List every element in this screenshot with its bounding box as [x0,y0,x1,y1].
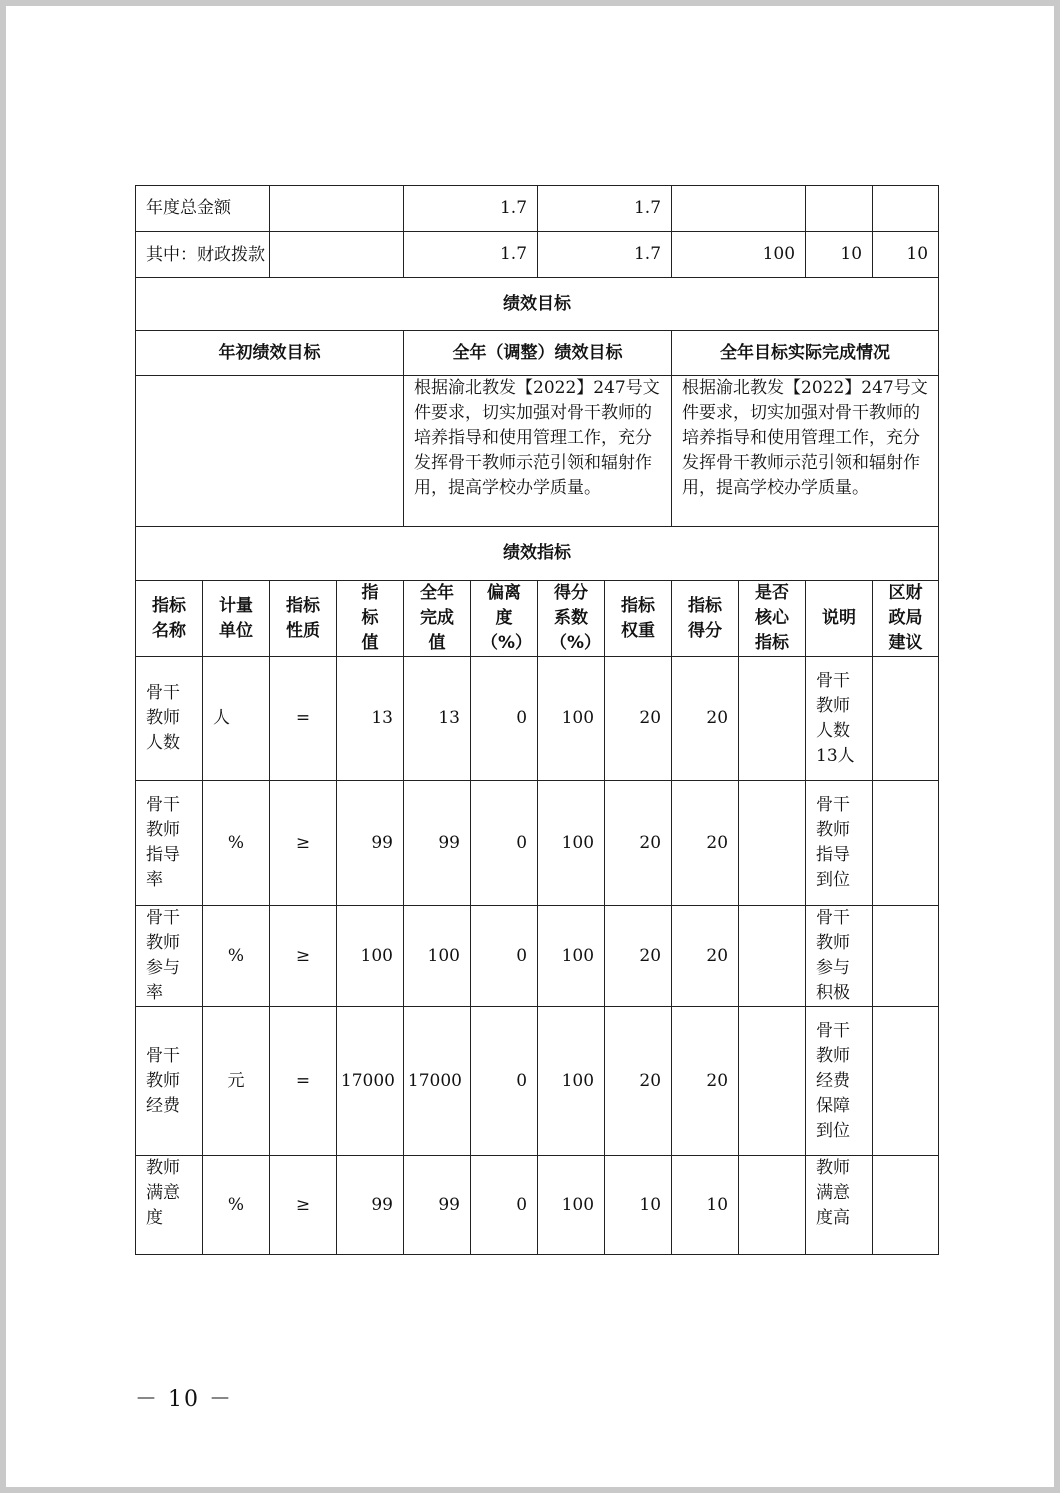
cell-coefficient: 100 [538,1156,605,1255]
cell-name: 骨干教师参与率 [136,906,203,1007]
cell-core [739,906,806,1007]
cell-unit: 人 [203,657,270,781]
cell-advice [873,906,939,1007]
goals-initial-text [136,376,404,527]
budget-cell: 1.7 [404,232,538,278]
budget-row [136,232,939,278]
budget-cell: 10 [873,232,939,278]
cell-actual: 17000 [404,1007,471,1156]
goals-header-adjusted: 全年（调整）绩效目标 [404,331,672,376]
table-row [136,657,939,781]
cell-target: 100 [337,906,404,1007]
cell-unit: % [203,1156,270,1255]
header-target: 指标值 [337,581,404,657]
budget-cell [270,186,404,232]
cell-actual: 99 [404,1156,471,1255]
cell-coefficient: 100 [538,657,605,781]
cell-deviation: 0 [471,1007,538,1156]
cell-score: 20 [672,1007,739,1156]
cell-score: 20 [672,906,739,1007]
cell-weight: 10 [605,1156,672,1255]
cell-advice [873,1156,939,1255]
cell-score: 20 [672,657,739,781]
cell-deviation: 0 [471,1156,538,1255]
cell-unit: % [203,781,270,906]
cell-nature: ≥ [270,906,337,1007]
budget-cell [806,186,873,232]
cell-nature: = [270,1007,337,1156]
performance-table [135,185,939,1255]
header-unit: 计量单位 [203,581,270,657]
table-row [136,781,939,906]
budget-cell [873,186,939,232]
budget-label: 年度总金额 [136,186,270,232]
cell-target: 99 [337,781,404,906]
header-weight: 指标权重 [605,581,672,657]
cell-core [739,1156,806,1255]
cell-target: 99 [337,1156,404,1255]
cell-unit: % [203,906,270,1007]
cell-nature: ≥ [270,1156,337,1255]
budget-label: 其中：财政拨款 [136,232,270,278]
cell-core [739,657,806,781]
cell-coefficient: 100 [538,781,605,906]
cell-deviation: 0 [471,906,538,1007]
cell-weight: 20 [605,657,672,781]
header-deviation: 偏离度（%） [471,581,538,657]
cell-deviation: 0 [471,781,538,906]
table-row [136,1007,939,1156]
budget-cell: 1.7 [404,186,538,232]
goals-header-initial: 年初绩效目标 [136,331,404,376]
budget-cell [270,232,404,278]
cell-actual: 99 [404,781,471,906]
cell-nature: ≥ [270,781,337,906]
cell-name: 骨干教师指导率 [136,781,203,906]
cell-name: 骨干教师人数 [136,657,203,781]
cell-weight: 20 [605,781,672,906]
header-core: 是否核心指标 [739,581,806,657]
header-advice: 区财政局建议 [873,581,939,657]
goals-actual-text: 根据渝北教发【2022】247号文件要求，切实加强对骨干教师的培养指导和使用管理工作，充分发挥骨干教师示范引领和辐射作用，提高学校办学质量。 [672,376,939,527]
budget-row [136,186,939,232]
cell-weight: 20 [605,906,672,1007]
cell-target: 13 [337,657,404,781]
goals-header-actual: 全年目标实际完成情况 [672,331,939,376]
cell-name: 教师满意度 [136,1156,203,1255]
goals-title: 绩效目标 [136,278,939,331]
cell-note: 骨干教师指导到位 [806,781,873,906]
cell-deviation: 0 [471,657,538,781]
budget-cell: 100 [672,232,806,278]
cell-note: 骨干教师人数13人 [806,657,873,781]
cell-actual: 13 [404,657,471,781]
header-actual: 全年完成值 [404,581,471,657]
budget-cell: 10 [806,232,873,278]
header-note: 说明 [806,581,873,657]
cell-nature: = [270,657,337,781]
cell-core [739,781,806,906]
budget-cell: 1.7 [538,232,672,278]
cell-core [739,1007,806,1156]
cell-note: 骨干教师经费保障到位 [806,1007,873,1156]
cell-weight: 20 [605,1007,672,1156]
indicators-title: 绩效指标 [136,527,939,581]
cell-advice [873,1007,939,1156]
budget-cell [672,186,806,232]
indicators-header-row [136,581,939,657]
table-row [136,1156,939,1255]
cell-actual: 100 [404,906,471,1007]
cell-note: 骨干教师参与积极 [806,906,873,1007]
header-score: 指标得分 [672,581,739,657]
header-nature: 指标性质 [270,581,337,657]
cell-advice [873,781,939,906]
cell-coefficient: 100 [538,906,605,1007]
cell-note: 教师满意度高 [806,1156,873,1255]
cell-unit: 元 [203,1007,270,1156]
cell-target: 17000 [337,1007,404,1156]
goals-adjusted-text: 根据渝北教发【2022】247号文件要求，切实加强对骨干教师的培养指导和使用管理工作，充分发挥骨干教师示范引领和辐射作用，提高学校办学质量。 [404,376,672,527]
cell-advice [873,657,939,781]
budget-cell: 1.7 [538,186,672,232]
header-indicator-name: 指标名称 [136,581,203,657]
cell-score: 10 [672,1156,739,1255]
cell-coefficient: 100 [538,1007,605,1156]
table-row [136,906,939,1007]
header-coefficient: 得分系数（%） [538,581,605,657]
page-number: － 10 － [135,1387,233,1412]
cell-score: 20 [672,781,739,906]
cell-name: 骨干教师经费 [136,1007,203,1156]
